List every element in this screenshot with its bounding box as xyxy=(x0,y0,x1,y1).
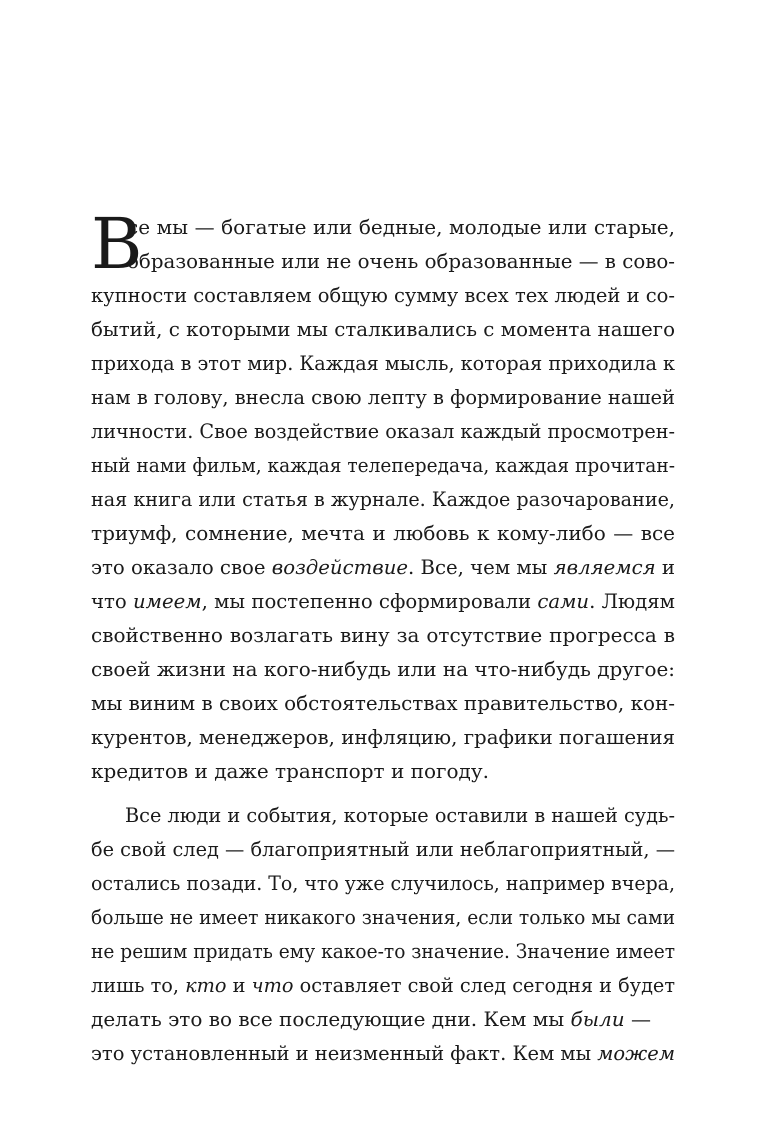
text-line: образованные или не очень образованные — в сово- xyxy=(127,249,675,273)
text-line: мы виним в своих обстоятельствах правительство, кон- xyxy=(91,691,675,715)
text-line: купности составляем общую сумму всех тех людей и со- xyxy=(91,283,675,307)
text-line: делать это во все последующие дни. Кем мы были — xyxy=(91,1007,652,1031)
text-line: что имеем, мы постепенно сформировали сами. Людям xyxy=(91,589,675,613)
text-line: больше не имеет никакого значения, если только мы сами xyxy=(91,905,675,929)
text-line: это оказало свое воздействие. Все, чем мы являемся и xyxy=(91,555,675,579)
italic-word: имеем xyxy=(132,589,202,613)
text-line: остались позади. То, что уже случилось, например вчера, xyxy=(91,871,675,895)
body-text xyxy=(91,203,675,1070)
italic-word: воздействие xyxy=(271,555,409,579)
text-line: нам в голову, внесла свою лепту в формирование нашей xyxy=(91,385,675,409)
text-line: ный нами фильм, каждая телепередача, каждая прочитан- xyxy=(91,453,675,477)
text-line: ная книга или статья в журнале. Каждое разочарование, xyxy=(91,487,675,511)
text-line: свойственно возлагать вину за отсутствие прогресса в xyxy=(91,623,675,647)
text-line: прихода в этот мир. Каждая мысль, которая приходила к xyxy=(91,351,675,375)
text-line: бе свой след — благоприятный или неблагоприятный, — xyxy=(91,837,675,861)
text-line: своей жизни на кого-нибудь или на что-нибудь другое: xyxy=(91,657,675,681)
italic-word: являемся xyxy=(553,555,656,579)
paragraph-1 xyxy=(91,203,675,788)
italic-word: кто xyxy=(185,973,227,997)
drop-cap: В xyxy=(91,203,143,285)
text-line: это установленный и неизменный факт. Кем мы можем xyxy=(91,1041,675,1065)
paragraph-2 xyxy=(91,798,675,1070)
text-line: бытий, с которыми мы сталкивались с момента нашего xyxy=(91,317,675,341)
italic-word: можем xyxy=(597,1041,675,1065)
text-line: личности. Свое воздействие оказал каждый просмотрен- xyxy=(91,419,675,443)
text-line: триумф, сомнение, мечта и любовь к кому-либо — все xyxy=(91,521,675,545)
text-line: курентов, менеджеров, инфляцию, графики погашения xyxy=(91,725,675,749)
text-line: лишь то, кто и что оставляет свой след сегодня и будет xyxy=(91,973,675,997)
italic-word: сами xyxy=(537,589,590,613)
italic-word: были xyxy=(570,1007,625,1031)
text-line: Все люди и события, которые оставили в нашей судь- xyxy=(125,803,675,827)
italic-word: что xyxy=(251,973,294,997)
text-line: се мы — богатые или бедные, молодые или старые, xyxy=(127,215,675,239)
text-line: кредитов и даже транспорт и погоду. xyxy=(91,759,489,783)
text-line: не решим придать ему какое-то значение. Значение имеет xyxy=(91,939,675,963)
